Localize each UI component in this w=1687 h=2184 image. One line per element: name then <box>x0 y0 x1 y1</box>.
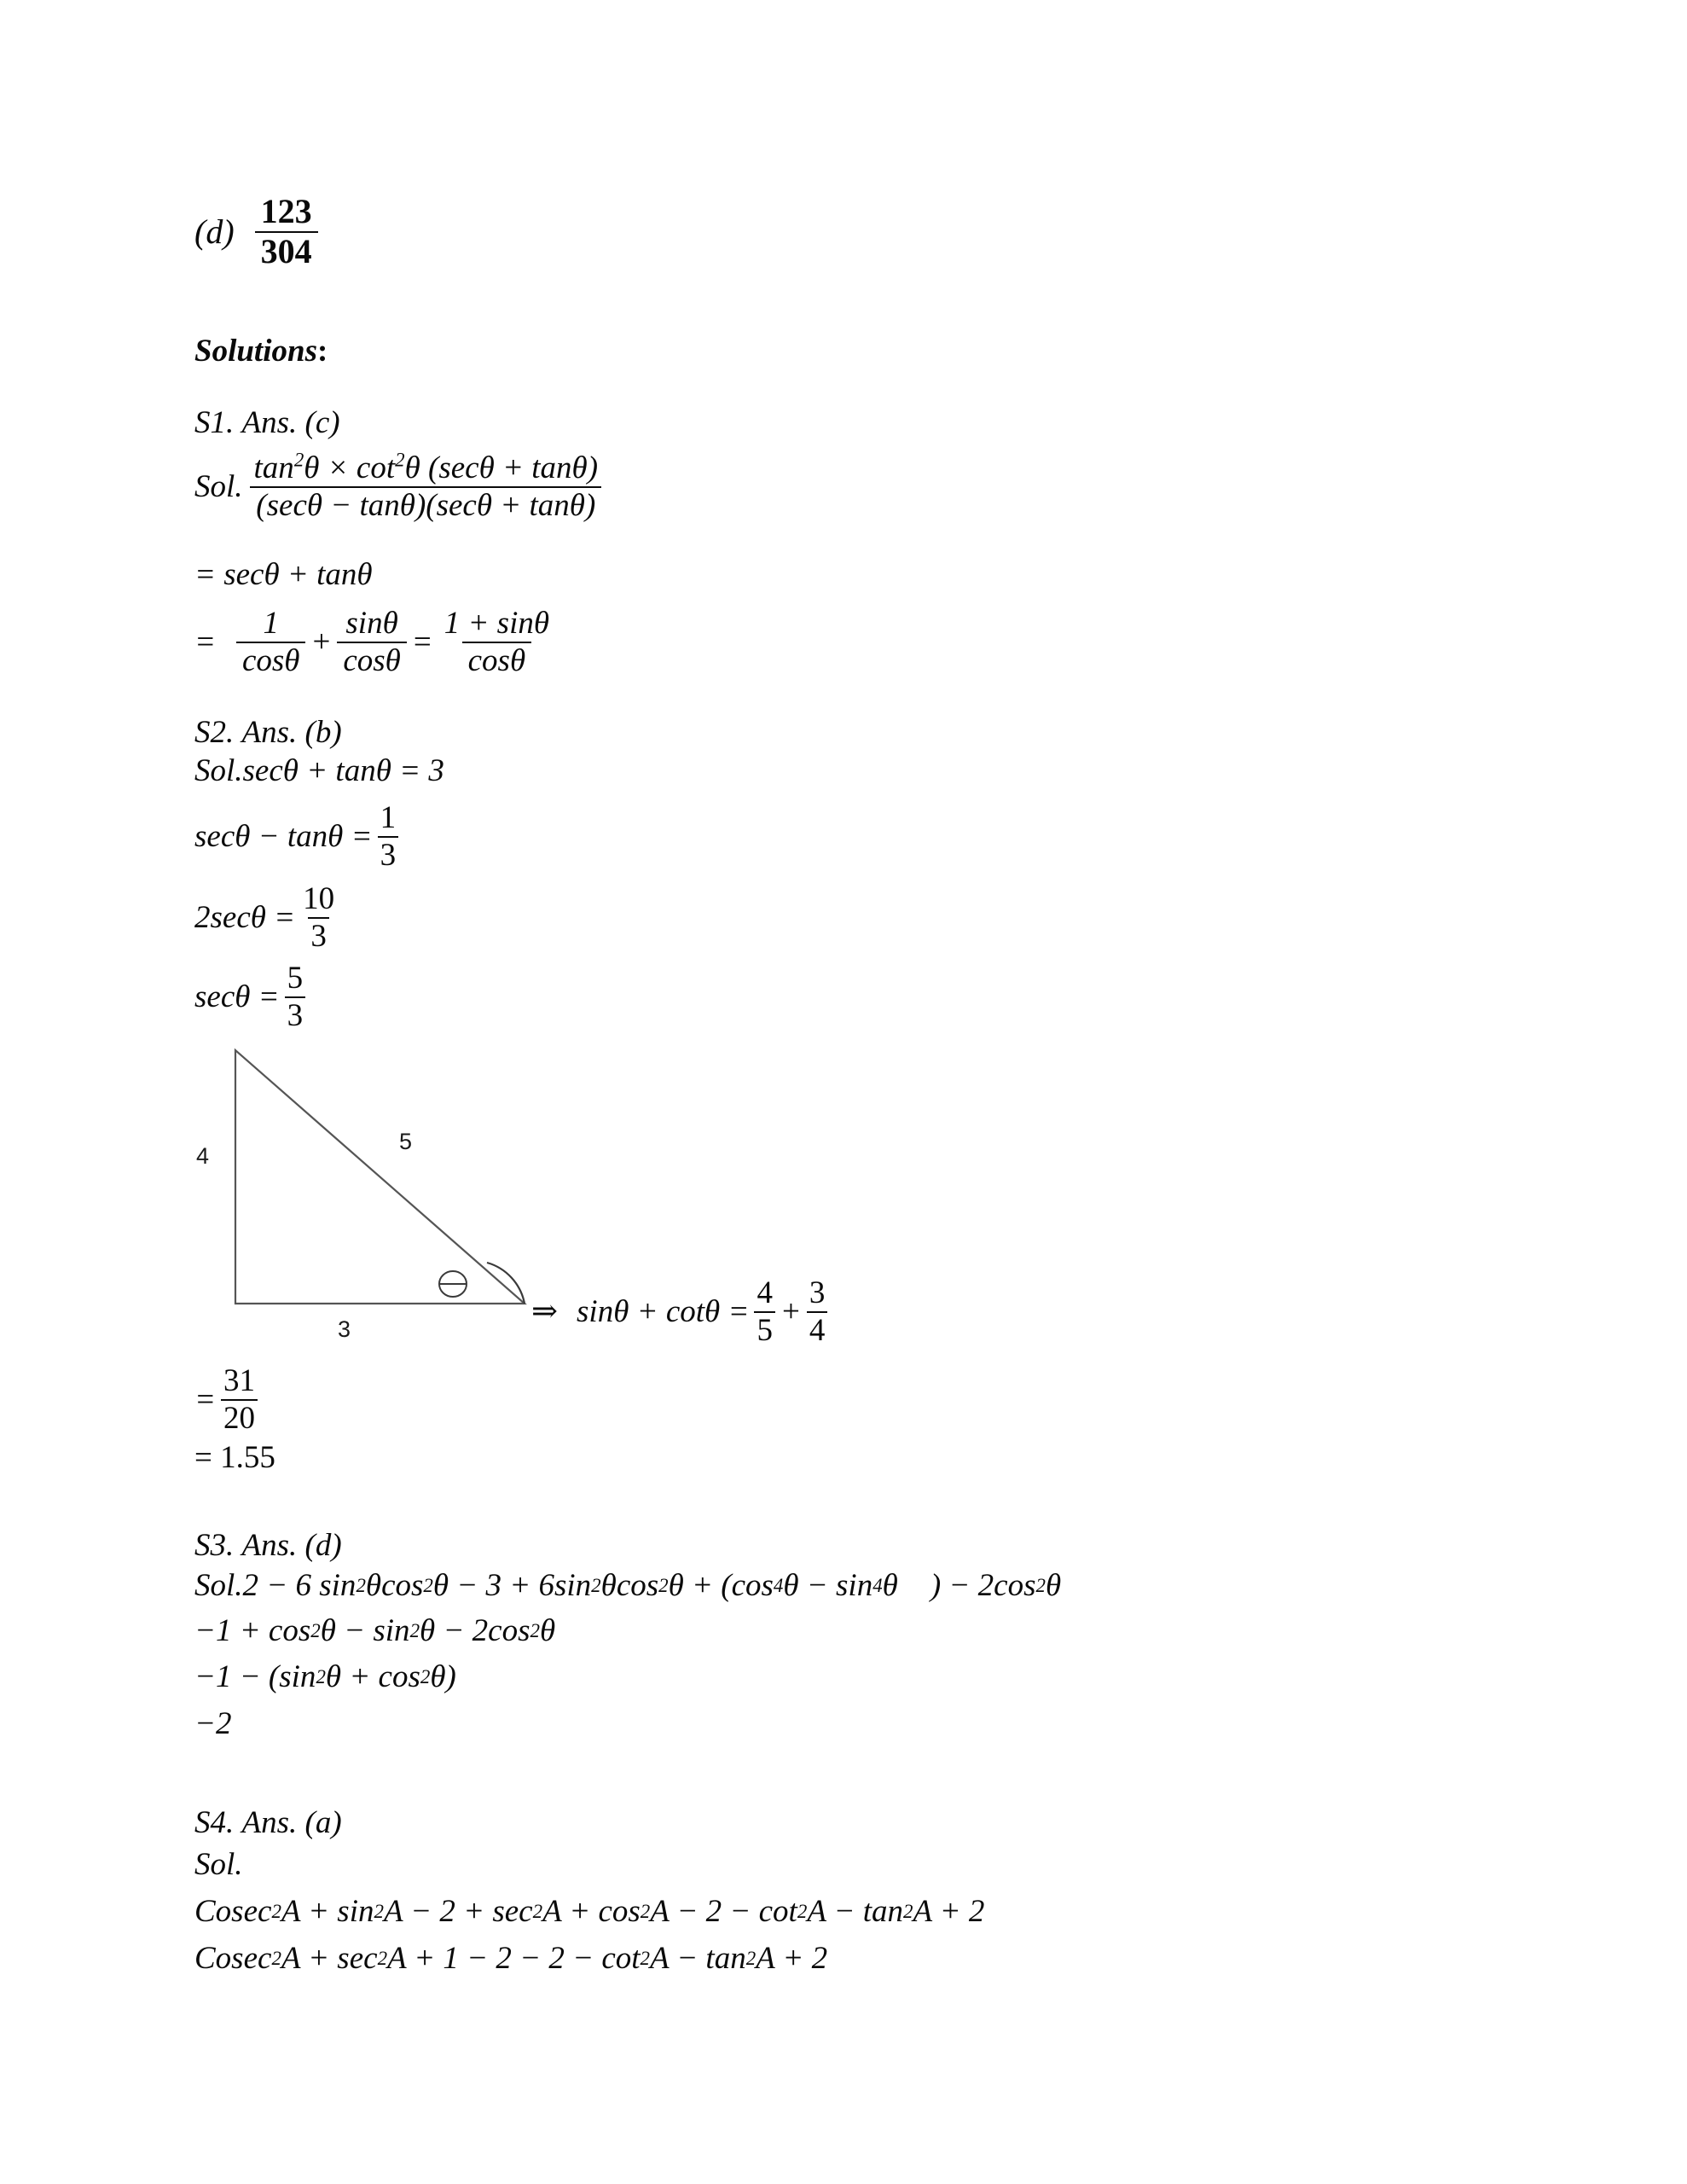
triangle-svg <box>194 1037 570 1330</box>
s2-line1-expr: secθ + tanθ = 3 <box>242 753 444 788</box>
s2-line3 <box>194 883 342 952</box>
s3-l1-f: θ − sin <box>783 1568 873 1603</box>
s2-line4 <box>194 962 310 1031</box>
s2-imp-f2-den: 4 <box>807 1311 828 1347</box>
s2-line4-lhs: secθ = <box>194 979 280 1015</box>
s4-l1-f: A − tan <box>807 1894 903 1929</box>
s1-f2-num: sinθ <box>345 606 398 641</box>
s1-ans-value: (c) <box>304 405 340 440</box>
s1-num-exp1: 2 <box>293 449 304 471</box>
s2-line3-num: 10 <box>303 881 335 916</box>
s2-imp-f1-den: 5 <box>754 1311 775 1347</box>
s3-sol-label: Sol. <box>194 1568 243 1603</box>
s1-answer-line <box>194 407 340 439</box>
s4-ans-value: (a) <box>304 1805 342 1840</box>
s1-f3-den: cosθ <box>462 642 532 677</box>
s1-line3 <box>194 607 560 677</box>
s2-answer-line <box>194 717 342 748</box>
s3-l3-a: −1 − (sin <box>194 1659 316 1694</box>
s1-fraction-denominator: (secθ − tanθ)(secθ + tanθ) <box>250 486 601 522</box>
s3-l1-c: θ − 3 + 6sin <box>432 1568 592 1603</box>
s2-implication-fraction-1 <box>754 1277 775 1346</box>
s2-line3-den: 3 <box>308 917 329 953</box>
s1-line3-eq2: = <box>413 624 432 660</box>
s1-sol-label: Sol. <box>194 469 243 505</box>
s4-id: S4. <box>194 1805 235 1840</box>
s1-f3-num: 1 + sinθ <box>443 606 550 641</box>
triangle-label-base: 3 <box>338 1316 351 1342</box>
triangle-label-hypotenuse: 5 <box>399 1129 413 1154</box>
s1-num-tan: tan <box>253 450 294 485</box>
s3-l1-d: θcos <box>600 1568 659 1603</box>
s4-ans-label: Ans. <box>241 1805 298 1840</box>
s1-f1-den: cosθ <box>236 642 306 677</box>
s2-line2-lhs: secθ − tanθ = <box>194 819 373 855</box>
s1-fraction-numerator <box>248 449 605 486</box>
s2-sol-line1 <box>194 755 444 787</box>
s3-l1-e: θ + (cos <box>668 1568 774 1603</box>
solutions-heading-colon: : <box>316 334 328 369</box>
s2-line2-fraction <box>378 802 399 871</box>
s3-l3-b: θ + cos <box>325 1659 420 1694</box>
s4-answer-line <box>194 1807 342 1838</box>
s3-ans-label: Ans. <box>241 1528 298 1563</box>
s2-result-decimal: = 1.55 <box>194 1440 275 1475</box>
triangle-label-vertical: 4 <box>196 1143 210 1169</box>
s1-line3-fraction-2 <box>337 607 407 677</box>
s2-implication-expr: sinθ + cotθ = <box>577 1294 750 1330</box>
s4-l1-g: A + 2 <box>913 1894 985 1929</box>
option-d-numerator: 123 <box>260 192 312 230</box>
option-d-line <box>194 192 323 270</box>
s2-result-num: 31 <box>223 1363 255 1398</box>
s4-l1-b: A + sin <box>281 1894 374 1929</box>
s1-f2-den: cosθ <box>337 642 407 677</box>
s3-line4: −2 <box>194 1706 232 1741</box>
s3-answer-line <box>194 1530 342 1561</box>
s4-l2-a: Cosec <box>194 1941 272 1976</box>
s4-l1-a: Cosec <box>194 1894 272 1929</box>
s2-line4-den: 3 <box>285 996 306 1032</box>
s2-imp-f1-num: 4 <box>757 1275 773 1310</box>
s1-num-cot: θ × cot <box>304 450 396 485</box>
s4-sol-label-line: Sol. <box>194 1847 243 1882</box>
s2-line2-den: 3 <box>378 836 399 872</box>
triangle-outline <box>235 1050 525 1304</box>
s2-ans-label: Ans. <box>241 715 298 750</box>
s1-line2: = secθ + tanθ <box>194 557 373 592</box>
s3-l2-c: θ − 2cos <box>420 1613 530 1648</box>
s1-line3-fraction-3 <box>438 607 555 677</box>
s4-line2: Cosec 2 A + sec 2 A + 1 − 2 − 2 − cot 2 A − tan 2 A + 2 <box>194 1941 828 1976</box>
s1-ans-label: Ans. <box>241 405 298 440</box>
s2-result-den: 20 <box>221 1399 258 1435</box>
s2-implication-fraction-2 <box>807 1277 828 1346</box>
s1-line3-fraction-1 <box>236 607 306 677</box>
right-triangle-diagram <box>194 1037 570 1342</box>
s1-num-tail: θ (secθ + tanθ) <box>404 450 599 485</box>
s3-line3: −1 − (sin 2 θ + cos 2 θ) <box>194 1659 456 1694</box>
s2-line4-num: 5 <box>287 961 304 996</box>
s2-result-fraction <box>221 1365 258 1434</box>
s1-sol-fraction-line <box>194 449 609 523</box>
s1-line3-plus: + <box>312 624 331 660</box>
s2-sol-label: Sol. <box>194 753 243 788</box>
s4-l2-d: A − tan <box>650 1941 746 1976</box>
s1-id: S1. <box>194 405 235 440</box>
option-d-label: (d) <box>194 212 235 251</box>
s2-line4-fraction <box>285 962 306 1031</box>
s2-line3-lhs: 2secθ = <box>194 900 296 936</box>
s3-l1-h: ) − 2cos <box>930 1568 1036 1603</box>
s3-ans-value: (d) <box>304 1528 342 1563</box>
s3-l1-g: θ <box>882 1568 898 1603</box>
s2-line3-fraction <box>300 883 337 952</box>
solutions-heading-label: Solutions <box>194 334 317 369</box>
s4-l2-e: A + 2 <box>756 1941 828 1976</box>
s1-line3-eq1: = <box>194 624 216 660</box>
s3-l2-b: θ − sin <box>320 1613 410 1648</box>
s4-l1-d: A + cos <box>542 1894 641 1929</box>
s2-result-eq: = <box>194 1382 216 1418</box>
solutions-heading <box>194 335 328 367</box>
s1-f1-num: 1 <box>263 606 279 641</box>
s3-l1-b: θcos <box>365 1568 424 1603</box>
s2-result-fraction-line <box>194 1365 263 1434</box>
s3-l3-c: θ) <box>430 1659 456 1694</box>
s1-num-exp2: 2 <box>395 449 405 471</box>
s2-line2 <box>194 802 403 871</box>
s4-line1: Cosec 2 A + sin 2 A − 2 + sec 2 A + cos 2 A − 2 − cot 2 A − tan 2 A + 2 <box>194 1894 985 1929</box>
s2-id: S2. <box>194 715 235 750</box>
s3-l2-a: −1 + cos <box>194 1613 311 1648</box>
s4-l1-c: A − 2 + sec <box>383 1894 533 1929</box>
s1-main-fraction <box>248 449 605 523</box>
implication-arrow-icon: ⇒ <box>531 1294 559 1330</box>
s2-implication-plus: + <box>781 1294 800 1330</box>
s3-line2: −1 + cos 2 θ − sin 2 θ − 2cos 2 θ <box>194 1613 556 1648</box>
s4-l2-b: A + sec <box>281 1941 378 1976</box>
s2-imp-f2-num: 3 <box>809 1275 826 1310</box>
s4-l2-c: A + 1 − 2 − 2 − cot <box>387 1941 641 1976</box>
s3-id: S3. <box>194 1528 235 1563</box>
s3-l1-a: 2 − 6 sin <box>242 1568 357 1603</box>
s3-l2-d: θ <box>539 1613 556 1648</box>
s3-l1-i: θ <box>1045 1568 1062 1603</box>
option-d-denominator: 304 <box>255 231 318 270</box>
s4-l1-e: A − 2 − cot <box>650 1894 797 1929</box>
option-d-fraction <box>255 192 318 270</box>
s2-line2-num: 1 <box>380 800 397 835</box>
s2-ans-value: (b) <box>304 715 342 750</box>
s2-implication-line <box>531 1277 832 1346</box>
s3-line1: Sol. 2 − 6 sin 2 θcos 2 θ − 3 + 6sin 2 θcos 2 θ + (cos 4 θ − sin 4 θ ) − 2cos 2 θ <box>194 1568 1062 1603</box>
